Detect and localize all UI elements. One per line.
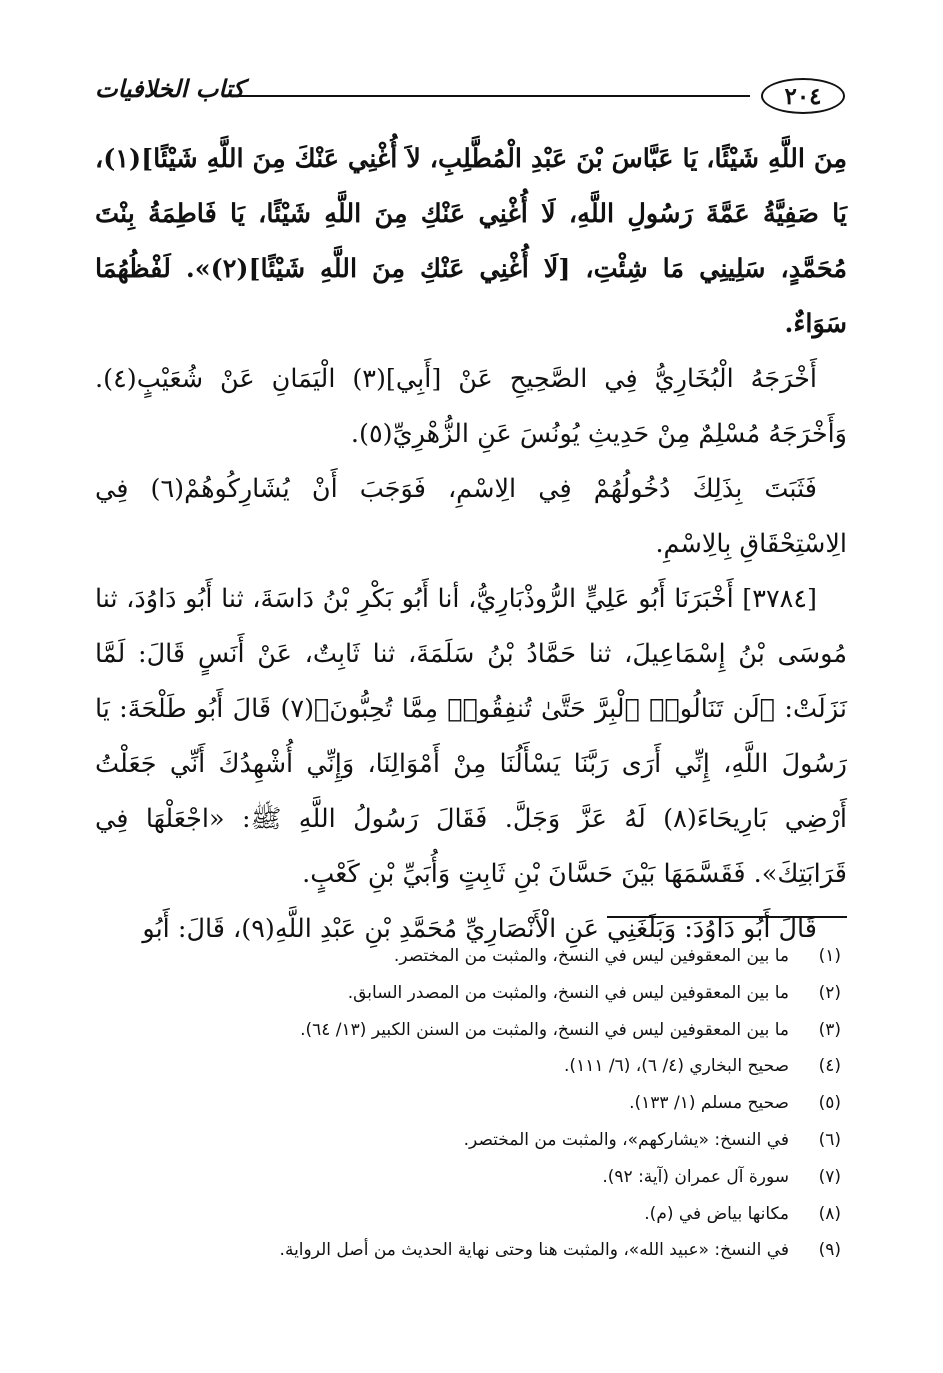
footnote-item [101, 975, 841, 1012]
footnote-item [101, 1048, 841, 1085]
footnotes [101, 938, 841, 1269]
footnote-item [101, 1159, 841, 1196]
paragraph-2: أَخْرَجَهُ الْبُخَارِيُّ فِي الصَّحِيحِ عَنْ [أَبِي](٣) الْيَمَانِ عَنْ شُعَيْبٍ(٤). وَأَخْرَجَهُ مُسْلِمٌ مِنْ حَدِيثِ يُونُسَ عَنِ الزُّهْرِيِّ(٥). [95, 364, 847, 449]
footnote-item [101, 1085, 841, 1122]
footnote-item [101, 1232, 841, 1269]
main-text [95, 132, 847, 957]
paragraph-1: مِنَ اللَّهِ شَيْئًا، يَا عَبَّاسَ بْنَ عَبْدِ الْمُطَّلِبِ، لاَ أُغْنِي عَنْكَ مِنَ اللَّهِ شَيْئًا](١)، يَا صَفِيَّةُ عَمَّةَ رَسُولِ اللَّهِ، لَا أُغْنِي عَنْكِ مِنَ اللَّهِ شَيْئًا، يَا فَاطِمَةُ بِنْتَ مُحَمَّدٍ، سَلِينِي مَا شِئْتِ، [لَا أُغْنِي عَنْكِ مِنَ اللَّهِ شَيْئًا](٢)». لَفْظُهُمَا سَوَاءٌ. [95, 144, 847, 339]
footnote-number: (٦) [818, 1129, 841, 1150]
footnote-separator [607, 916, 847, 918]
footnote-text: سورة آل عمران (آية: ٩٢). [602, 1166, 789, 1187]
footnote-text: ما بين المعقوفين ليس في النسخ، والمثبت من المصدر السابق. [347, 982, 789, 1003]
footnote-text: ما بين المعقوفين ليس في النسخ، والمثبت من المختصر. [393, 946, 789, 966]
book-title: كتاب الخلافيات [95, 74, 245, 103]
footnote-item [101, 1012, 841, 1049]
footnote-item [101, 1196, 841, 1233]
footnote-item [101, 1122, 841, 1159]
footnote-number: (٩) [818, 1240, 841, 1261]
paragraph-4: [٣٧٨٤] أَخْبَرَنَا أَبُو عَلِيٍّ الرُّوذْبَارِيُّ، أنا أَبُو بَكْرِ بْنُ دَاسَةَ، ثنا أَبُو دَاوُدَ، ثنا مُوسَى بْنُ إِسْمَاعِيلَ، ثنا حَمَّادُ بْنُ سَلَمَةَ، ثنا ثَابِتٌ، عَنْ أَنَسٍ قَالَ: لَمَّا نَزَلَتْ: ﴿لَن تَنَالُوا۟ ٱلْبِرَّ حَتَّىٰ تُنفِقُوا۟ مِمَّا تُحِبُّونَ﴾(٧) قَالَ أَبُو طَلْحَةَ: يَا رَسُولَ اللَّهِ، إِنِّي أَرَى رَبَّنَا يَسْأَلُنَا مِنْ أَمْوَالِنَا، وَإِنِّي أُشْهِدُكَ أَنِّي جَعَلْتُ أَرْضِي بَارِيحَاءَ(٨) لَهُ عَزَّ وَجَلَّ. فَقَالَ رَسُولُ اللَّهِ ﷺ: «اجْعَلْهَا فِي قَرَابَتِكَ». فَقَسَّمَهَا بَيْنَ حَسَّانَ بْنِ ثَابِتٍ وَأُبَيِّ بْنِ كَعْبٍ. [95, 584, 848, 889]
footnote-text: في النسخ: «يشاركهم»، والمثبت من المختصر. [463, 1129, 789, 1150]
paragraph-5: قَالَ أَبُو دَاوُدَ: وَبَلَغَنِي عَنِ الْأَنْصَارِيِّ مُحَمَّدِ بْنِ عَبْدِ اللَّهِ(٩)، قَالَ: أَبُو [142, 914, 817, 944]
footnote-text: صحيح البخاري (٤/ ٦)، (٦/ ١١١). [564, 1056, 789, 1077]
footnote-number: (٤) [818, 1056, 841, 1077]
footnote-text: ما بين المعقوفين ليس في النسخ، والمثبت من السنن الكبير (١٣/ ٦٤). [300, 1019, 789, 1040]
page-header [95, 70, 845, 120]
footnote-number: (٢) [818, 982, 841, 1003]
footnote-number: (٥) [818, 1093, 841, 1114]
footnote-item [101, 938, 841, 975]
footnote-text: صحيح مسلم (١/ ١٣٣). [629, 1093, 789, 1114]
header-rule [233, 95, 750, 97]
footnote-number: (٣) [818, 1019, 841, 1040]
footnote-text: في النسخ: «عبيد الله»، والمثبت هنا وحتى نهاية الحديث من أصل الرواية. [279, 1240, 789, 1261]
paragraph-3: فَثَبَتَ بِذَلِكَ دُخُولُهُمْ فِي الِاسْمِ، فَوَجَبَ أَنْ يُشَارِكُوهُمْ(٦) فِي الِاسْتِحْقَاقِ بِالِاسْمِ. [95, 474, 847, 559]
page-number: ٢٠٤ [761, 78, 845, 114]
footnote-number: (٧) [818, 1166, 841, 1187]
footnote-number: (٨) [818, 1203, 841, 1224]
footnote-text: مكانها بياض في (م). [644, 1203, 789, 1224]
footnote-number: (١) [818, 946, 841, 966]
